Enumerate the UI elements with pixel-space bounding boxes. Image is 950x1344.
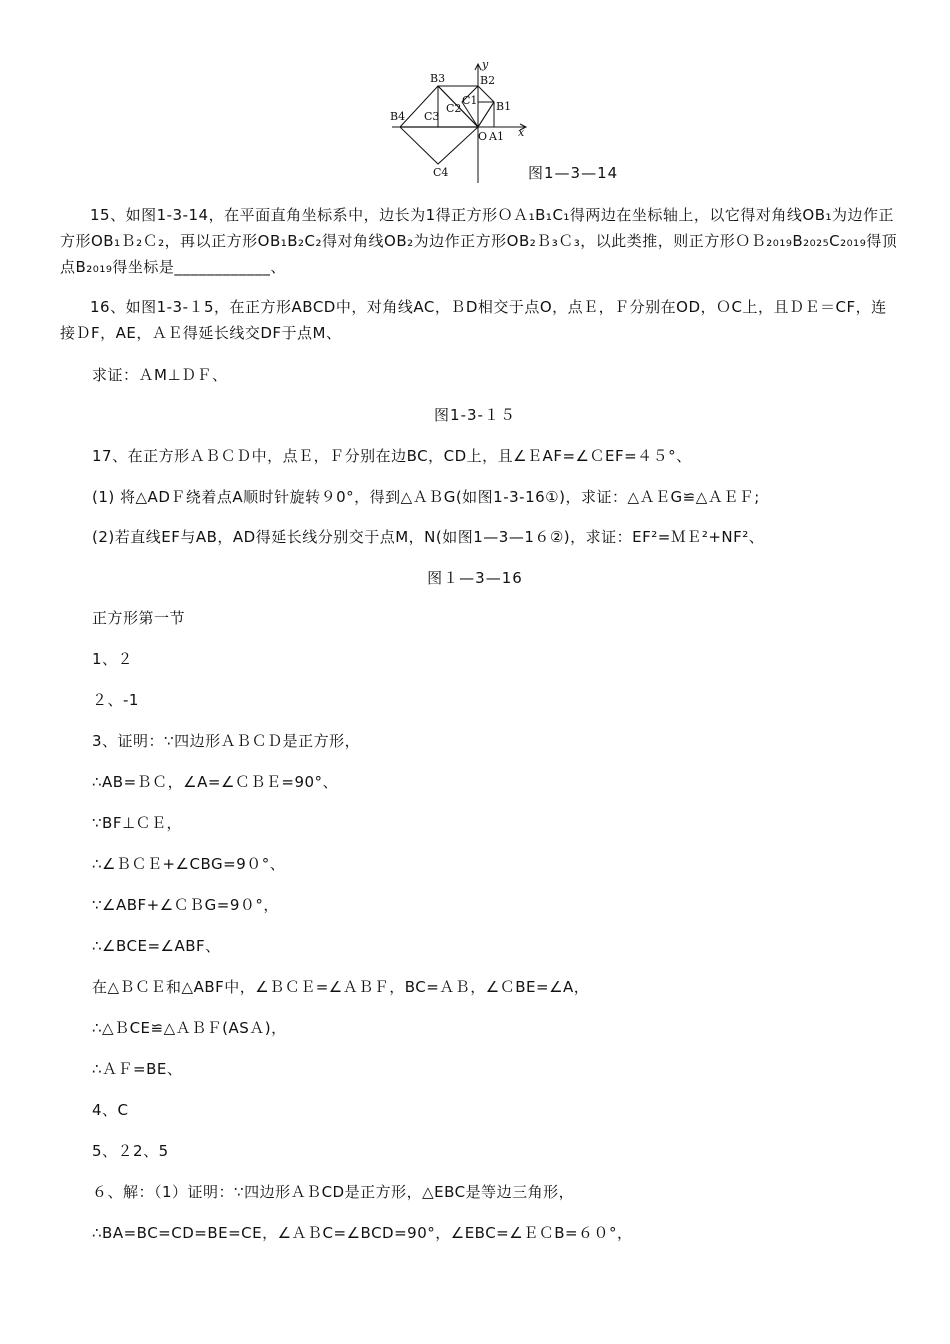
answer-3: 3、证明：∵四边形ＡＢＣＤ是正方形， (92, 732, 361, 750)
answer-3-step-6: 在△ＢＣＥ和△ABF中，∠ＢＣＥ=∠ＡＢＦ，BC=ＡＢ，∠ＣBE=∠A， (92, 978, 590, 996)
answer-6: ６、解：（1）证明：∵四边形ＡＢCD是正方形，△EBC是等边三角形， (92, 1183, 575, 1201)
figure-caption-14: 图1—3—14 (528, 164, 619, 182)
figure-caption-15: 图1-3-１５ (434, 406, 516, 424)
answer-6-step-1: ∴BA=BC=CD=BE=CE，∠ＡＢC=∠BCD=90°，∠EBC=∠ＥＣB=６０°， (92, 1224, 633, 1242)
label-c1: C1 (462, 94, 478, 107)
figure-caption-16: 图１—3—16 (427, 569, 523, 587)
answer-5: 5、２2、5 (92, 1142, 169, 1160)
problem-17-part-1: (1) 将△ADＦ绕着点A顺时针旋转９0°，得到△ＡＢG(如图1-3-16①)，求证：△ＡＥG≌△ＡＥＦ; (92, 488, 760, 506)
answer-3-step-3: ∴∠ＢＣＥ+∠CBG=9０°、 (92, 855, 286, 873)
problem-15: 15、如图1-3-14，在平面直角坐标系中，边长为1得正方形ＯＡ₁B₁C₁得两边在坐标轴上，以它得对角线OB₁为边作正方形OB₁Ｂ₂Ｃ₂，再以正方形OB₁B₂C₂得对角线OB₂为边作正方形OB₂Ｂ₃Ｃ₃，以此类推，则正方形ＯＢ₂₀₁₉B₂₀₂₅C₂₀₁₉得顶点B₂₀₁₉得坐标是____________、 (60, 206, 898, 276)
label-y: y (482, 58, 489, 71)
label-o: O (478, 130, 488, 143)
problem-17: 17、在正方形ＡＢＣＤ中，点Ｅ，Ｆ分别在边BC，CD上，且∠ＥAF=∠ＣEF=４５°、 (92, 447, 692, 465)
problem-17-part-2: (2)若直线EF与AB，AD得延长线分别交于点M，N(如图1—3—1６②)，求证：EF²=ＭＥ²+NF²、 (92, 528, 765, 546)
answer-3-step-1: ∴AB=ＢＣ，∠A=∠ＣＢＥ=90°、 (92, 773, 339, 791)
label-x: x (518, 126, 525, 139)
answer-4: 4、C (92, 1101, 129, 1119)
problem-16: 16、如图1-3-１5，在正方形ABCD中，对角线AC，ＢD相交于点O，点Ｅ，Ｆ分别在OD，ＯC上，且ＤＥ＝CF，连接ＤF，AE，ＡＥ得延长线交DF于点M、 (60, 298, 887, 342)
answer-3-step-4: ∵∠ABF+∠ＣＢG=9０°， (92, 896, 279, 914)
label-b2: B2 (480, 74, 496, 87)
problem-16-prove: 求证：ＡM⊥ＤＦ、 (92, 366, 228, 384)
label-b1: B1 (496, 100, 512, 113)
answer-2: ２、-1 (92, 691, 139, 709)
label-b4: B4 (390, 110, 406, 123)
label-c2: C2 (446, 102, 462, 115)
label-c4: C4 (433, 166, 449, 179)
answer-3-step-5: ∴∠BCE=∠ABF、 (92, 937, 221, 955)
label-a1: A1 (489, 130, 504, 143)
answer-3-step-8: ∴ＡＦ=BE、 (92, 1060, 183, 1078)
answer-3-step-2: ∵BF⊥ＣＥ， (92, 814, 183, 832)
answer-1: 1、２ (92, 650, 134, 668)
diagonal-ob1 (478, 102, 494, 127)
answers-section-title: 正方形第一节 (92, 609, 186, 627)
square-diagram (386, 58, 536, 183)
label-c3: C3 (424, 110, 440, 123)
label-b3: B3 (430, 72, 446, 85)
answer-3-step-7: ∴△ＢCE≌△ＡＢＦ(ASＡ)， (92, 1019, 287, 1037)
